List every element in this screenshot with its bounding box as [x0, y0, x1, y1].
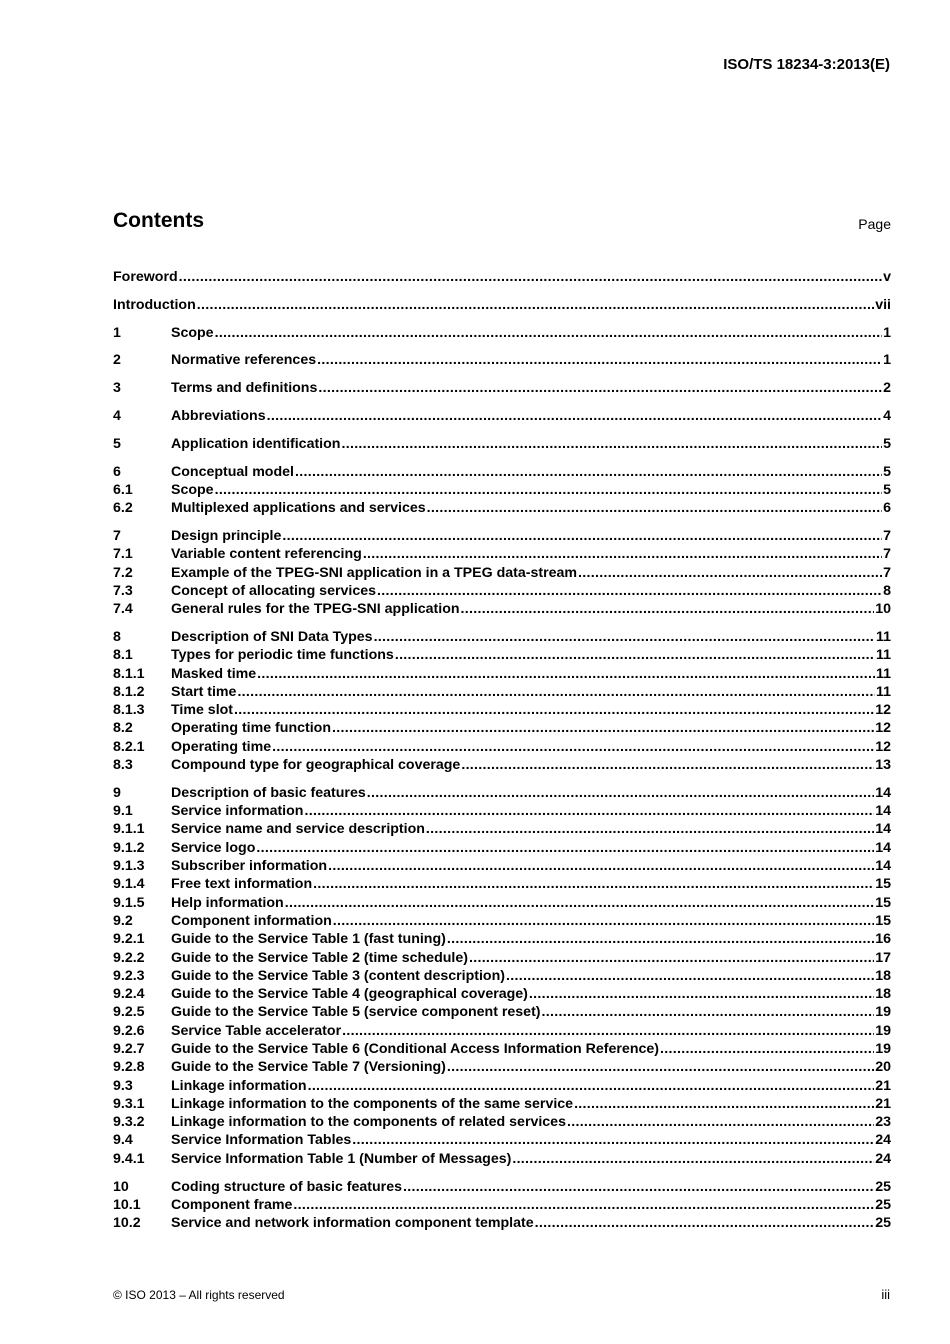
- toc-entry[interactable]: [113, 379, 891, 397]
- toc-entry-number: 7.2: [113, 564, 133, 581]
- table-of-contents: [113, 268, 891, 1232]
- toc-entry-number: 1: [113, 324, 121, 341]
- toc-entry-number: 7.4: [113, 601, 133, 618]
- toc-entry-number: 9.2.1: [113, 931, 145, 948]
- toc-entry-title: Subscriber information: [171, 858, 328, 875]
- toc-entry-title: Types for periodic time functions: [171, 647, 394, 664]
- toc-entry-title: Description of basic features: [171, 784, 366, 801]
- toc-entry[interactable]: [113, 949, 891, 967]
- toc-entry-page: 11: [876, 665, 891, 682]
- toc-entry-page: 4: [883, 407, 891, 424]
- toc-leader-dots: [272, 738, 874, 756]
- toc-entry-number: 9.2.8: [113, 1059, 145, 1076]
- toc-entry-title: Service and network information component template: [171, 1215, 534, 1232]
- toc-entry-number: 9.3: [113, 1077, 133, 1094]
- toc-entry-number: 8.1.3: [113, 702, 145, 719]
- toc-entry[interactable]: [113, 324, 891, 342]
- toc-entry-page: 18: [875, 967, 891, 984]
- toc-entry[interactable]: [113, 784, 891, 802]
- toc-entry[interactable]: [113, 912, 891, 930]
- toc-entry-number: 6.1: [113, 481, 133, 498]
- toc-leader-dots: [352, 1131, 874, 1149]
- toc-entry-number: 10: [113, 1178, 129, 1195]
- toc-leader-dots: [374, 628, 875, 646]
- toc-entry[interactable]: [113, 296, 891, 314]
- toc-entry-title: Service Table accelerator: [171, 1022, 342, 1039]
- toc-entry-page: v: [883, 269, 891, 285]
- toc-entry-page: 17: [875, 949, 891, 966]
- toc-leader-dots: [317, 351, 882, 369]
- toc-entry-page: 19: [875, 1004, 891, 1021]
- toc-entry-page: 1: [883, 324, 891, 341]
- toc-entry-number: 8: [113, 628, 121, 645]
- toc-entry-title: Linkage information: [171, 1077, 307, 1094]
- toc-entry-title: Guide to the Service Table 3 (content description): [171, 967, 505, 984]
- toc-entry-page: 20: [875, 1059, 891, 1076]
- toc-entry[interactable]: [113, 564, 891, 582]
- toc-leader-dots: [660, 1040, 874, 1058]
- toc-entry[interactable]: [113, 738, 891, 756]
- toc-entry-title: Design principle: [171, 527, 282, 544]
- toc-entry-page: 11: [876, 647, 891, 664]
- toc-entry-number: 9.2.6: [113, 1022, 145, 1039]
- toc-entry-page: 14: [875, 839, 891, 856]
- toc-leader-dots: [447, 1058, 874, 1076]
- toc-leader-dots: [578, 564, 882, 582]
- toc-entry-page: 21: [875, 1095, 891, 1112]
- toc-entry-number: 7.1: [113, 546, 133, 563]
- toc-leader-dots: [282, 527, 882, 545]
- toc-entry-number: 9.1: [113, 803, 133, 820]
- toc-entry-page: 25: [875, 1178, 891, 1195]
- toc-entry[interactable]: [113, 930, 891, 948]
- toc-leader-dots: [257, 665, 875, 683]
- toc-entry-title: Masked time: [171, 665, 257, 682]
- toc-entry-number: 7.3: [113, 582, 133, 599]
- page-number: iii: [881, 1287, 890, 1302]
- toc-entry-title: Component information: [171, 912, 332, 929]
- toc-leader-dots: [529, 985, 874, 1003]
- toc-entry-title: Service Information Table 1 (Number of Messages): [171, 1150, 512, 1167]
- toc-leader-dots: [308, 1077, 875, 1095]
- toc-entry-number: 10.2: [113, 1215, 141, 1232]
- toc-leader-dots: [328, 857, 874, 875]
- toc-entry[interactable]: [113, 802, 891, 820]
- toc-entry-number: 10.1: [113, 1196, 141, 1213]
- toc-leader-dots: [293, 1196, 874, 1214]
- toc-leader-dots: [342, 1022, 874, 1040]
- toc-entry-number: 9.1.1: [113, 821, 145, 838]
- toc-entry-page: 25: [875, 1196, 891, 1213]
- toc-entry-title: Example of the TPEG-SNI application in a TPEG data-stream: [171, 564, 578, 581]
- toc-leader-dots: [237, 683, 875, 701]
- toc-entry[interactable]: [113, 839, 891, 857]
- toc-entry-title: Guide to the Service Table 4 (geographical coverage): [171, 986, 528, 1003]
- toc-leader-dots: [512, 1150, 874, 1168]
- toc-leader-dots: [469, 949, 874, 967]
- toc-entry[interactable]: [113, 600, 891, 618]
- document-id: ISO/TS 18234-3:2013(E): [723, 56, 890, 73]
- toc-entry-number: 9.2: [113, 912, 133, 929]
- toc-leader-dots: [542, 1003, 875, 1021]
- toc-entry[interactable]: [113, 985, 891, 1003]
- toc-entry-title: Service Information Tables: [171, 1132, 352, 1149]
- toc-entry-title: Service logo: [171, 839, 256, 856]
- toc-leader-dots: [332, 719, 874, 737]
- toc-leader-dots: [304, 802, 874, 820]
- toc-leader-dots: [197, 296, 874, 314]
- toc-entry-number: 8.1.1: [113, 665, 145, 682]
- toc-leader-dots: [179, 268, 882, 286]
- toc-leader-dots: [285, 894, 875, 912]
- toc-entry-number: 9: [113, 784, 121, 801]
- toc-entry[interactable]: [113, 1131, 891, 1149]
- toc-entry-page: 15: [875, 876, 891, 893]
- toc-leader-dots: [506, 967, 874, 985]
- toc-entry-page: 1: [883, 352, 891, 369]
- toc-entry-page: 10: [875, 601, 891, 618]
- toc-entry[interactable]: [113, 646, 891, 664]
- toc-leader-dots: [313, 875, 874, 893]
- toc-entry[interactable]: [113, 527, 891, 545]
- toc-entry-number: 9.1.2: [113, 839, 145, 856]
- page-column-label: Page: [858, 216, 891, 232]
- toc-entry-title: Description of SNI Data Types: [171, 628, 373, 645]
- toc-entry-page: 21: [875, 1077, 891, 1094]
- toc-entry-number: 9.2.7: [113, 1040, 145, 1057]
- toc-entry-title: Guide to the Service Table 2 (time schedule): [171, 949, 468, 966]
- toc-entry-title: Time slot: [171, 702, 234, 719]
- toc-entry-number: 6.2: [113, 500, 133, 517]
- toc-entry[interactable]: [113, 407, 891, 425]
- toc-entry-title: Introduction: [113, 296, 196, 313]
- toc-entry-title: Start time: [171, 683, 237, 700]
- toc-entry[interactable]: [113, 1022, 891, 1040]
- toc-entry-page: 8: [883, 582, 891, 599]
- toc-entry-number: 9.2.2: [113, 949, 145, 966]
- toc-entry-page: 12: [875, 702, 891, 719]
- toc-entry-number: 2: [113, 352, 121, 369]
- toc-entry-page: 24: [875, 1132, 891, 1149]
- toc-entry-number: 9.4: [113, 1132, 133, 1149]
- toc-entry-title: Help information: [171, 894, 284, 911]
- toc-entry-title: Operating time function: [171, 720, 332, 737]
- toc-leader-dots: [341, 435, 882, 453]
- toc-entry-title: Guide to the Service Table 7 (Versioning): [171, 1059, 446, 1076]
- toc-entry-title: Compound type for geographical coverage: [171, 757, 461, 774]
- toc-entry-title: Component frame: [171, 1196, 293, 1213]
- toc-entry[interactable]: [113, 665, 891, 683]
- toc-entry[interactable]: [113, 756, 891, 774]
- toc-entry-title: Linkage information to the components of the same service: [171, 1095, 574, 1112]
- toc-entry[interactable]: [113, 894, 891, 912]
- toc-entry-page: 7: [883, 527, 891, 544]
- toc-entry-title: Multiplexed applications and services: [171, 500, 426, 517]
- toc-entry-title: Coding structure of basic features: [171, 1178, 402, 1195]
- toc-entry-page: 5: [883, 435, 891, 452]
- toc-entry-page: 7: [883, 546, 891, 563]
- toc-entry-title: Operating time: [171, 738, 272, 755]
- toc-entry-number: 9.1.5: [113, 894, 145, 911]
- toc-entry-number: 9.2.5: [113, 1004, 145, 1021]
- toc-entry-page: 16: [875, 931, 891, 948]
- toc-entry-page: 6: [883, 500, 891, 517]
- toc-entry-number: 8.2.1: [113, 738, 145, 755]
- toc-entry-title: Abbreviations: [171, 407, 266, 424]
- toc-entry[interactable]: [113, 683, 891, 701]
- toc-entry[interactable]: [113, 1003, 891, 1021]
- toc-entry-page: 15: [875, 894, 891, 911]
- toc-leader-dots: [461, 600, 875, 618]
- toc-entry[interactable]: [113, 1113, 891, 1131]
- toc-entry[interactable]: [113, 435, 891, 453]
- toc-leader-dots: [318, 379, 882, 397]
- toc-entry-title: Scope: [171, 481, 214, 498]
- toc-leader-dots: [574, 1095, 874, 1113]
- toc-entry-number: 7: [113, 527, 121, 544]
- toc-entry-page: 19: [875, 1022, 891, 1039]
- toc-entry[interactable]: [113, 481, 891, 499]
- toc-entry[interactable]: [113, 1196, 891, 1214]
- toc-leader-dots: [395, 646, 875, 664]
- toc-leader-dots: [333, 912, 874, 930]
- toc-entry-title: Concept of allocating services: [171, 582, 376, 599]
- toc-entry-page: 19: [875, 1040, 891, 1057]
- toc-entry-page: 14: [875, 858, 891, 875]
- toc-entry-title: Guide to the Service Table 5 (service component reset): [171, 1004, 541, 1021]
- toc-entry-page: 2: [883, 380, 891, 397]
- toc-leader-dots: [403, 1178, 874, 1196]
- toc-entry-page: 23: [875, 1114, 891, 1131]
- toc-entry-title: Variable content referencing: [171, 546, 362, 563]
- toc-entry-page: 5: [883, 463, 891, 480]
- toc-entry-number: 9.4.1: [113, 1150, 145, 1167]
- toc-entry-number: 9.2.4: [113, 986, 145, 1003]
- toc-entry[interactable]: [113, 1058, 891, 1076]
- toc-entry-page: 14: [875, 803, 891, 820]
- toc-entry[interactable]: [113, 875, 891, 893]
- toc-leader-dots: [267, 407, 883, 425]
- toc-leader-dots: [256, 839, 874, 857]
- toc-entry[interactable]: [113, 1150, 891, 1168]
- toc-entry-number: 3: [113, 380, 121, 397]
- toc-entry-number: 8.1: [113, 647, 133, 664]
- toc-entry-title: Free text information: [171, 876, 313, 893]
- toc-leader-dots: [215, 324, 883, 342]
- toc-entry[interactable]: [113, 1077, 891, 1095]
- toc-leader-dots: [295, 463, 882, 481]
- copyright-notice: © ISO 2013 – All rights reserved: [113, 1288, 285, 1302]
- toc-entry-number: 6: [113, 463, 121, 480]
- toc-entry-number: 8.3: [113, 757, 133, 774]
- toc-leader-dots: [461, 756, 874, 774]
- toc-leader-dots: [567, 1113, 874, 1131]
- toc-entry-page: 15: [875, 912, 891, 929]
- toc-entry-title: Service name and service description: [171, 821, 425, 838]
- toc-entry-number: 9.3.2: [113, 1114, 145, 1131]
- toc-entry[interactable]: [113, 967, 891, 985]
- toc-entry-page: vii: [875, 296, 891, 313]
- toc-entry[interactable]: [113, 1178, 891, 1196]
- toc-entry[interactable]: [113, 351, 891, 369]
- toc-leader-dots: [447, 930, 874, 948]
- toc-entry-title: Application identification: [171, 435, 341, 452]
- toc-entry[interactable]: [113, 1214, 891, 1232]
- toc-entry-title: Linkage information to the components of related services: [171, 1114, 566, 1131]
- toc-entry[interactable]: [113, 719, 891, 737]
- toc-entry-number: 9.2.3: [113, 967, 145, 984]
- toc-entry-number: 8.1.2: [113, 683, 145, 700]
- toc-entry-page: 5: [883, 481, 891, 498]
- toc-entry-page: 24: [875, 1150, 891, 1167]
- toc-entry-title: Terms and definitions: [171, 380, 318, 397]
- toc-entry[interactable]: [113, 463, 891, 481]
- toc-entry-page: 11: [876, 628, 891, 645]
- toc-entry-number: 9.1.3: [113, 858, 145, 875]
- toc-entry[interactable]: [113, 1095, 891, 1113]
- toc-entry[interactable]: [113, 582, 891, 600]
- toc-entry-number: 9.3.1: [113, 1095, 145, 1112]
- toc-entry-title: Normative references: [171, 352, 317, 369]
- toc-entry-page: 7: [883, 564, 891, 581]
- toc-leader-dots: [234, 701, 874, 719]
- page-title: Contents: [113, 209, 204, 232]
- toc-entry[interactable]: [113, 628, 891, 646]
- toc-leader-dots: [215, 481, 883, 499]
- toc-entry-number: 5: [113, 435, 121, 452]
- toc-entry[interactable]: [113, 701, 891, 719]
- toc-entry-title: Foreword: [113, 269, 178, 285]
- toc-leader-dots: [427, 499, 882, 517]
- toc-entry-number: 9.1.4: [113, 876, 145, 893]
- toc-entry-page: 14: [875, 784, 891, 801]
- toc-entry-number: 8.2: [113, 720, 133, 737]
- toc-entry[interactable]: [113, 820, 891, 838]
- toc-leader-dots: [426, 820, 874, 838]
- toc-entry-page: 12: [875, 720, 891, 737]
- toc-leader-dots: [367, 784, 874, 802]
- toc-entry[interactable]: [113, 268, 891, 286]
- toc-entry-page: 18: [875, 986, 891, 1003]
- toc-entry-number: 4: [113, 407, 121, 424]
- toc-entry-page: 11: [876, 683, 891, 700]
- toc-entry-title: Guide to the Service Table 6 (Conditional Access Information Reference): [171, 1040, 659, 1057]
- toc-entry-page: 12: [875, 738, 891, 755]
- toc-entry[interactable]: [113, 499, 891, 517]
- toc-entry-page: 25: [875, 1215, 891, 1232]
- toc-leader-dots: [377, 582, 882, 600]
- toc-entry-title: Guide to the Service Table 1 (fast tuning): [171, 931, 446, 948]
- toc-entry-page: 13: [875, 757, 891, 774]
- toc-leader-dots: [535, 1214, 875, 1232]
- toc-entry[interactable]: [113, 1040, 891, 1058]
- toc-entry-title: Scope: [171, 324, 214, 341]
- toc-entry-title: Service information: [171, 803, 304, 820]
- toc-leader-dots: [363, 545, 882, 563]
- toc-entry[interactable]: [113, 857, 891, 875]
- toc-entry-page: 14: [875, 821, 891, 838]
- toc-entry[interactable]: [113, 545, 891, 563]
- toc-entry-title: General rules for the TPEG-SNI application: [171, 601, 460, 618]
- toc-entry-title: Conceptual model: [171, 463, 294, 480]
